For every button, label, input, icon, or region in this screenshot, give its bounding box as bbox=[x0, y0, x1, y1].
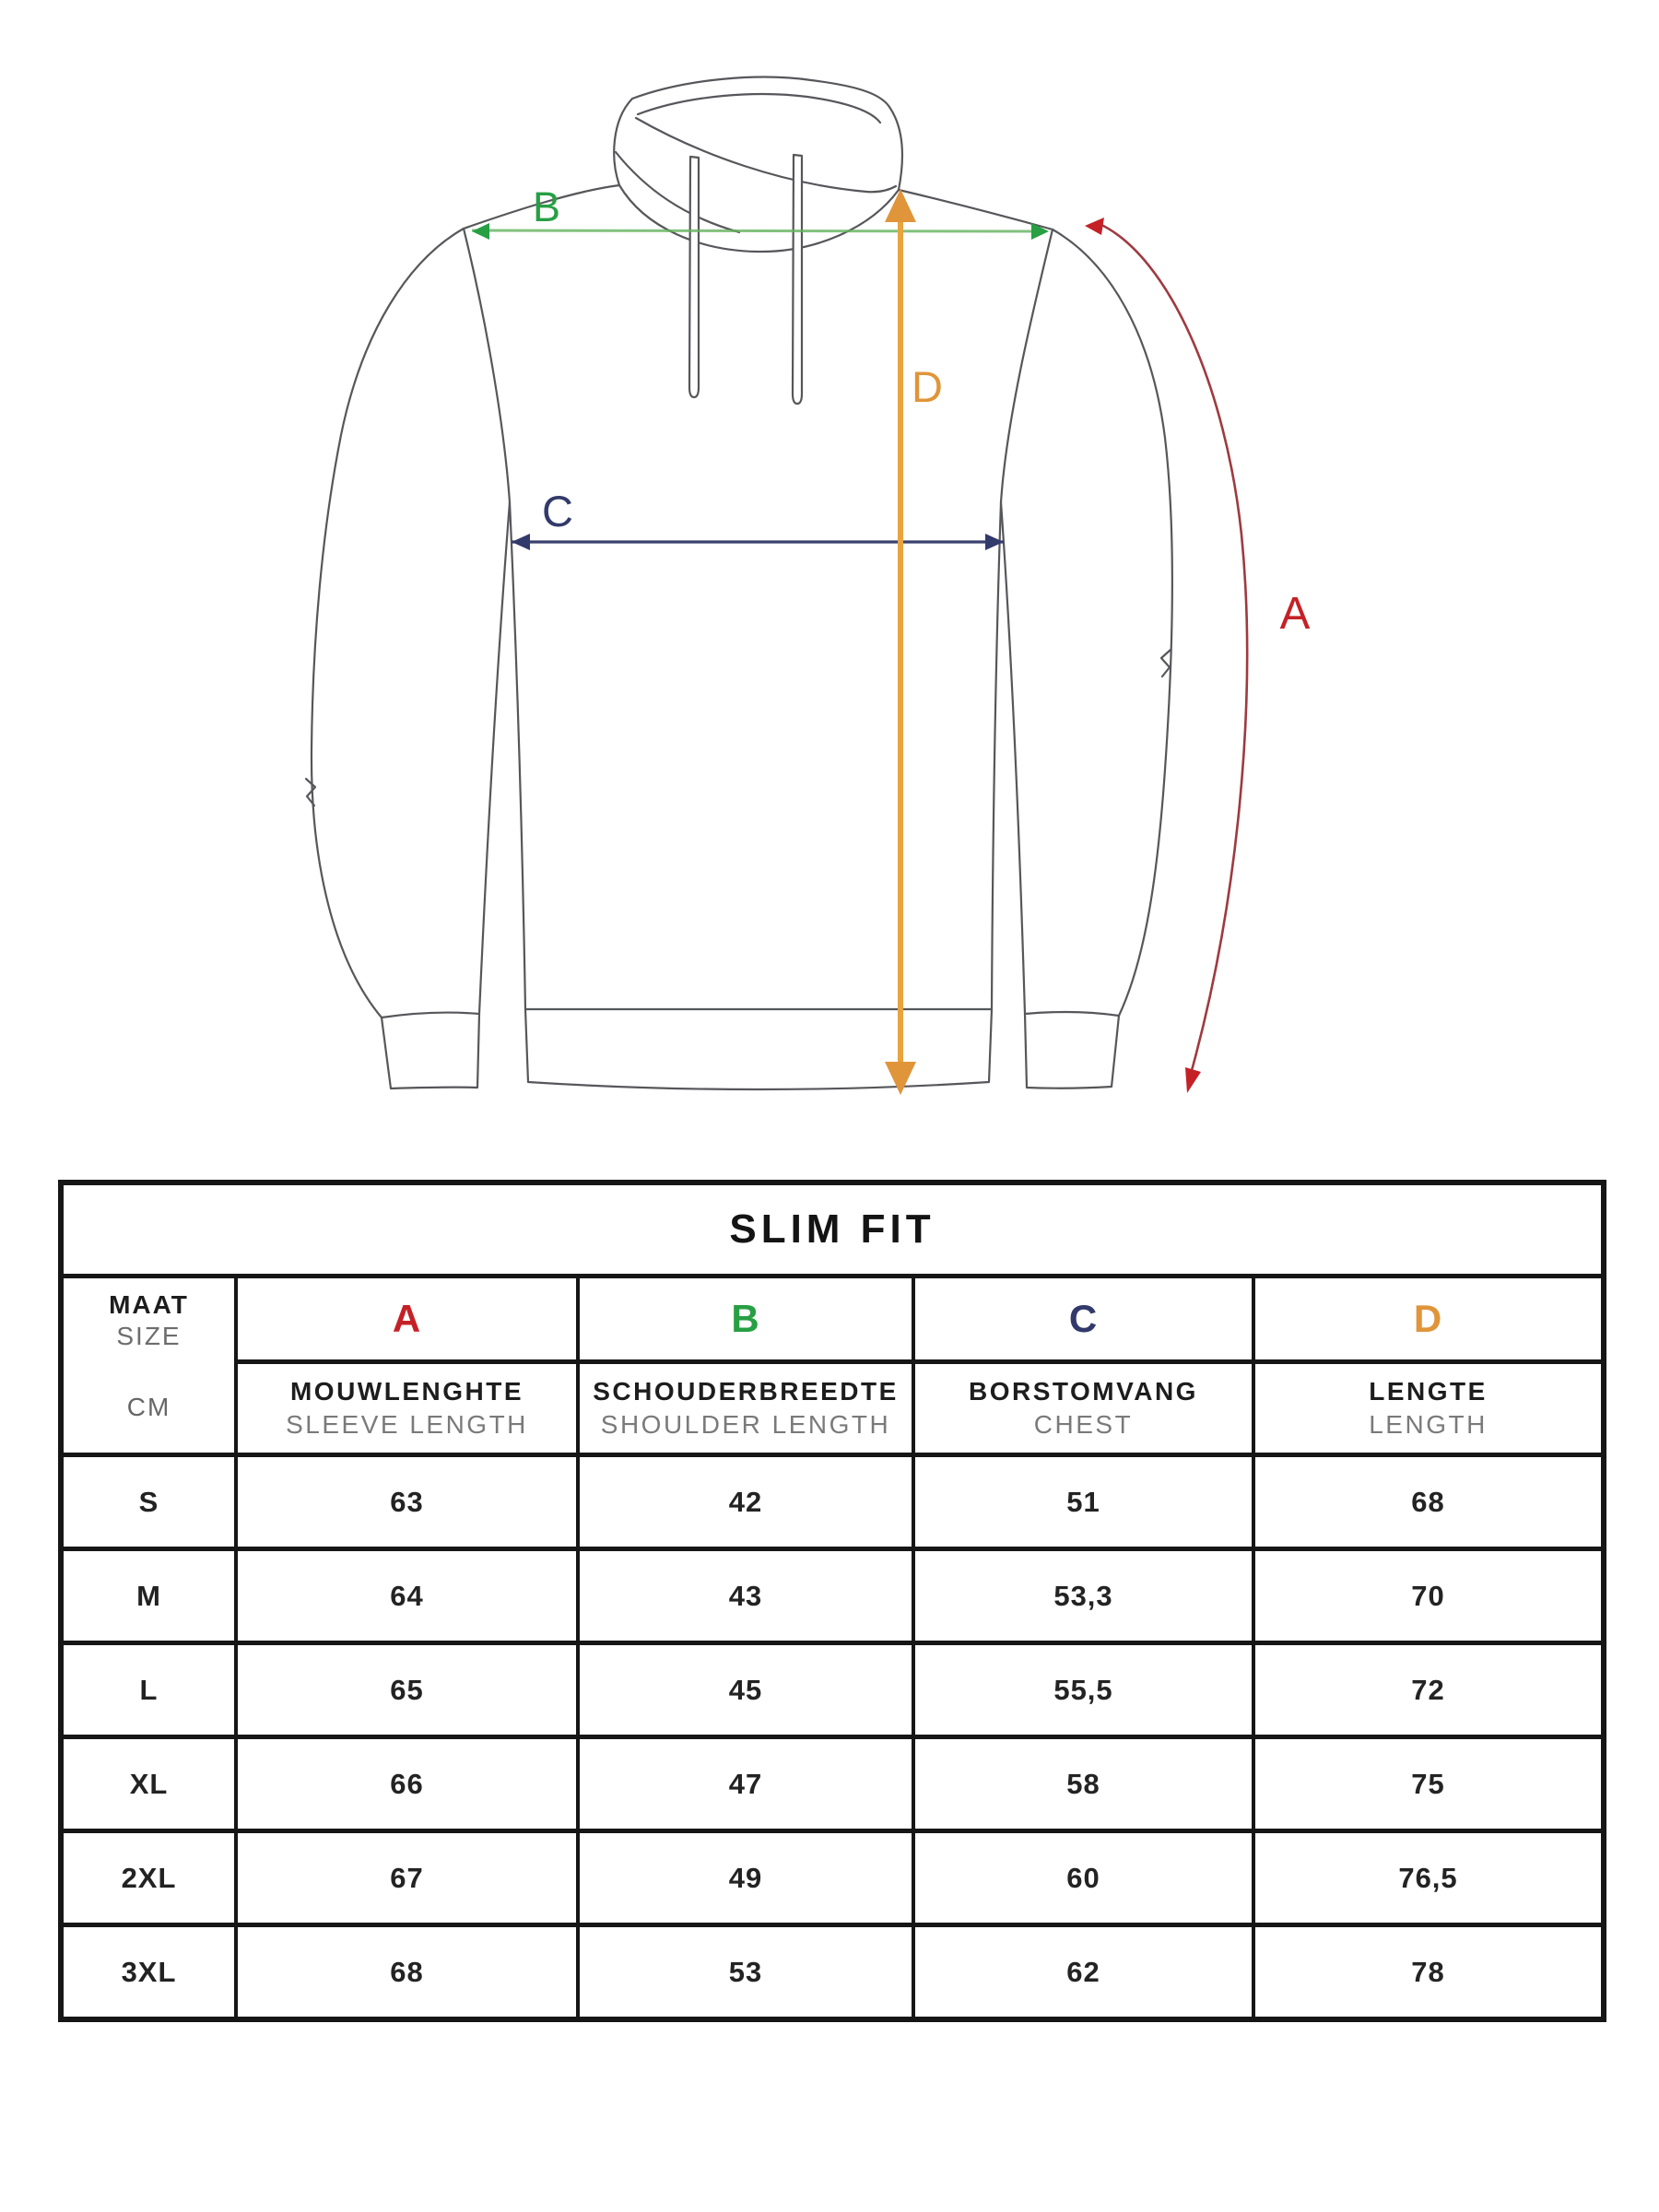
elbow-fold-left bbox=[306, 779, 315, 806]
value-cell: 64 bbox=[236, 1549, 578, 1643]
armhole-right-seam bbox=[1001, 229, 1053, 502]
cuff-right bbox=[1025, 1012, 1119, 1088]
value-cell: 60 bbox=[913, 1831, 1253, 1925]
column-letter-b: B bbox=[578, 1277, 913, 1362]
value-cell: 55,5 bbox=[913, 1643, 1253, 1737]
figure-label-a: A bbox=[1279, 589, 1311, 639]
drawstring-right bbox=[793, 155, 802, 404]
table-row-3xl bbox=[61, 1925, 1604, 2020]
column-label-a-nl: MOUWLENGHTE bbox=[289, 1376, 524, 1406]
size-header-cell bbox=[61, 1277, 236, 1455]
table-row-2xl bbox=[61, 1831, 1604, 1925]
value-cell: 75 bbox=[1253, 1737, 1604, 1831]
column-label-d-nl: LENGTE bbox=[1369, 1376, 1488, 1406]
size-header-labels bbox=[64, 1278, 234, 1362]
value-cell: 72 bbox=[1253, 1643, 1604, 1737]
value-cell: 53 bbox=[578, 1925, 913, 2020]
size-label: 2XL bbox=[61, 1831, 236, 1925]
body-left-edge bbox=[510, 502, 525, 1009]
body-right-edge bbox=[992, 502, 1001, 1009]
column-label-a-en: SLEEVE LENGTH bbox=[286, 1410, 528, 1439]
shoulder-right-line bbox=[899, 190, 1053, 229]
arrow-a-sleeve bbox=[1085, 218, 1247, 1093]
value-cell: 78 bbox=[1253, 1925, 1604, 2020]
value-cell: 68 bbox=[1253, 1455, 1604, 1549]
value-cell: 53,3 bbox=[913, 1549, 1253, 1643]
size-label: L bbox=[61, 1643, 236, 1737]
collar-inner-rim bbox=[638, 94, 880, 123]
column-label-b-en: SHOULDER LENGTH bbox=[600, 1410, 891, 1439]
hem-band bbox=[525, 1009, 992, 1089]
cuff-left bbox=[382, 1013, 479, 1088]
value-cell: 66 bbox=[236, 1737, 578, 1831]
column-label-c-en: CHEST bbox=[1033, 1410, 1134, 1439]
table-title-row bbox=[61, 1182, 1604, 1277]
table-row-m bbox=[61, 1549, 1604, 1643]
table-row-xl bbox=[61, 1737, 1604, 1831]
drawstring-left bbox=[689, 157, 699, 397]
armhole-left-seam bbox=[464, 229, 510, 502]
column-label-d bbox=[1253, 1362, 1604, 1455]
table-letter-row bbox=[61, 1277, 1604, 1362]
value-cell: 63 bbox=[236, 1455, 578, 1549]
column-label-b bbox=[578, 1362, 913, 1455]
figure-label-b: B bbox=[532, 183, 561, 230]
sleeve-left-inner bbox=[479, 502, 510, 1014]
value-cell: 43 bbox=[578, 1549, 913, 1643]
collar-crossover-upper bbox=[636, 118, 896, 192]
size-label: M bbox=[61, 1549, 236, 1643]
column-letter-a: A bbox=[236, 1277, 578, 1362]
column-letter-d: D bbox=[1253, 1277, 1604, 1362]
size-label: S bbox=[61, 1455, 236, 1549]
value-cell: 42 bbox=[578, 1455, 913, 1549]
column-label-b-nl: SCHOUDERBREEDTE bbox=[593, 1376, 899, 1406]
column-letter-c: C bbox=[913, 1277, 1253, 1362]
table-title: SLIM FIT bbox=[61, 1182, 1604, 1277]
figure-label-c: C bbox=[542, 487, 573, 535]
arrow-c-chest bbox=[512, 534, 1004, 550]
value-cell: 70 bbox=[1253, 1549, 1604, 1643]
unit-label: CM bbox=[126, 1393, 171, 1421]
size-label: XL bbox=[61, 1737, 236, 1831]
value-cell: 51 bbox=[913, 1455, 1253, 1549]
value-cell: 45 bbox=[578, 1643, 913, 1737]
sleeve-right-inner bbox=[1001, 502, 1025, 1014]
column-label-d-en: LENGTH bbox=[1369, 1410, 1488, 1439]
value-cell: 62 bbox=[913, 1925, 1253, 2020]
size-header-en: SIZE bbox=[116, 1321, 182, 1350]
table-row-s bbox=[61, 1455, 1604, 1549]
sleeve-left-outer bbox=[312, 229, 464, 1018]
elbow-fold-right bbox=[1161, 650, 1171, 677]
column-label-a bbox=[236, 1362, 578, 1455]
table-label-row bbox=[61, 1362, 1604, 1455]
value-cell: 65 bbox=[236, 1643, 578, 1737]
value-cell: 58 bbox=[913, 1737, 1253, 1831]
arrow-d-length bbox=[885, 189, 916, 1095]
value-cell: 67 bbox=[236, 1831, 578, 1925]
value-cell: 47 bbox=[578, 1737, 913, 1831]
collar-crossover-lower bbox=[616, 152, 739, 232]
figure-label-d: D bbox=[912, 362, 943, 411]
size-header-nl: MAAT bbox=[109, 1289, 189, 1319]
value-cell: 68 bbox=[236, 1925, 578, 2020]
table-row-l bbox=[61, 1643, 1604, 1737]
column-label-c bbox=[913, 1362, 1253, 1455]
column-label-c-nl: BORSTOMVANG bbox=[969, 1376, 1198, 1406]
sleeve-right-outer bbox=[1053, 229, 1172, 1016]
size-table bbox=[58, 1180, 1606, 2022]
value-cell: 76,5 bbox=[1253, 1831, 1604, 1925]
size-label: 3XL bbox=[61, 1925, 236, 2020]
value-cell: 49 bbox=[578, 1831, 913, 1925]
